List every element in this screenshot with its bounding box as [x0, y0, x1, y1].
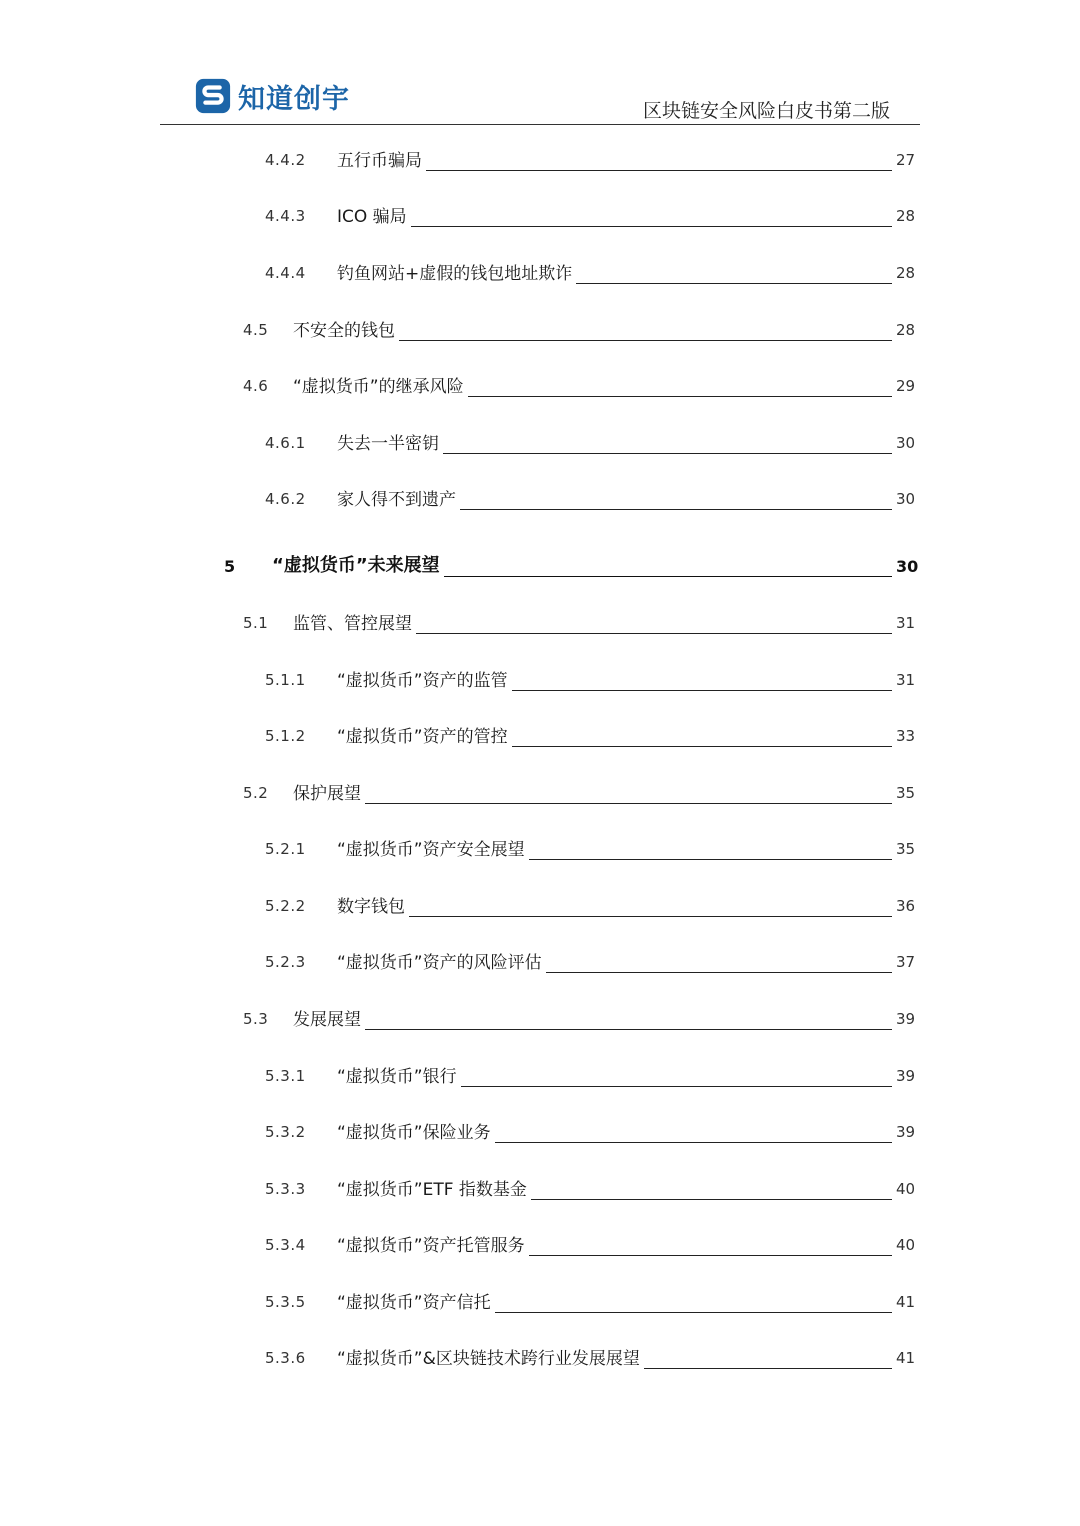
- toc-entry-number: 5.1.1: [265, 671, 306, 689]
- toc-entry-title: “虚拟货币”银行: [337, 1062, 461, 1091]
- toc-entry-page-number: 35: [896, 784, 916, 802]
- toc-entry-page-number: 28: [896, 264, 916, 282]
- toc-entry-page-number: 39: [896, 1010, 916, 1028]
- toc-leader-line: [576, 283, 892, 284]
- toc-entry-line: [337, 665, 892, 695]
- toc-entry-page-number: 28: [896, 321, 916, 339]
- toc-entry[interactable]: [0, 484, 1080, 514]
- toc-entry-number: 5.2.3: [265, 953, 306, 971]
- toc-entry-line: [337, 1117, 892, 1147]
- toc-entry-number: 5.3.3: [265, 1180, 306, 1198]
- toc-entry-title: 监管、管控展望: [293, 609, 416, 638]
- toc-leader-line: [443, 453, 892, 454]
- toc-entry-line: [337, 1287, 892, 1317]
- toc-leader-line: [399, 340, 892, 341]
- toc-entry-title: “虚拟货币”资产的风险评估: [337, 948, 546, 977]
- toc-entry[interactable]: [0, 1117, 1080, 1147]
- toc-entry-number: 5.2.1: [265, 840, 306, 858]
- toc-entry-page-number: 31: [896, 614, 916, 632]
- toc-entry-title: “虚拟货币”ETF 指数基金: [337, 1175, 531, 1204]
- toc-entry-number: 5.2.2: [265, 897, 306, 915]
- toc-entry-line: [337, 428, 892, 458]
- toc-entry[interactable]: [0, 428, 1080, 458]
- toc-entry-title: 钓鱼网站+虚假的钱包地址欺诈: [337, 259, 576, 288]
- toc-entry[interactable]: [0, 721, 1080, 751]
- toc-entry-line: [337, 1174, 892, 1204]
- toc-entry-line: [337, 1230, 892, 1260]
- toc-leader-line: [365, 803, 892, 804]
- toc-entry[interactable]: [0, 1230, 1080, 1260]
- toc-leader-line: [546, 972, 892, 973]
- toc-entry-page-number: 37: [896, 953, 916, 971]
- toc-entry[interactable]: [0, 947, 1080, 977]
- toc-entry-title: 发展展望: [293, 1005, 365, 1034]
- toc-entry-page-number: 35: [896, 840, 916, 858]
- toc-entry-line: [337, 258, 892, 288]
- toc-entry-number: 4.6.2: [265, 490, 306, 508]
- toc-entry-page-number: 40: [896, 1180, 916, 1198]
- toc-entry[interactable]: [0, 1287, 1080, 1317]
- toc-entry[interactable]: [0, 665, 1080, 695]
- toc-leader-line: [411, 226, 892, 227]
- toc-entry-page-number: 36: [896, 897, 916, 915]
- toc-entry-line: [337, 891, 892, 921]
- toc-entry-title: “虚拟货币”的继承风险: [293, 372, 468, 401]
- toc-leader-line: [529, 859, 892, 860]
- toc-entry-line: [337, 947, 892, 977]
- toc-leader-line: [426, 170, 892, 171]
- toc-entry-title: “虚拟货币”资产托管服务: [337, 1231, 529, 1260]
- toc-entry-number: 5.3.2: [265, 1123, 306, 1141]
- toc-entry-number: 4.6: [243, 377, 269, 395]
- toc-leader-line: [468, 396, 892, 397]
- toc-leader-line: [444, 576, 892, 577]
- toc-entry-page-number: 30: [896, 490, 916, 508]
- toc-entry-line: [337, 834, 892, 864]
- toc-entry-number: 5.3.4: [265, 1236, 306, 1254]
- toc-leader-line: [529, 1255, 892, 1256]
- toc-entry-title: “虚拟货币”未来展望: [272, 551, 444, 581]
- toc-entry[interactable]: [0, 891, 1080, 921]
- toc-entry-title: 失去一半密钥: [337, 429, 443, 458]
- toc-entry[interactable]: [0, 201, 1080, 231]
- toc-entry-number: 4.4.4: [265, 264, 306, 282]
- toc-entry[interactable]: [0, 1004, 1080, 1034]
- toc-entry-title: 保护展望: [293, 779, 365, 808]
- toc-entry-title: “虚拟货币”资产的管控: [337, 722, 512, 751]
- toc-entry-number: 4.4.3: [265, 207, 306, 225]
- toc-entry-number: 5.3: [243, 1010, 269, 1028]
- toc-entry-number: 4.5: [243, 321, 269, 339]
- toc-entry-number: 5.3.1: [265, 1067, 306, 1085]
- toc-leader-line: [365, 1029, 892, 1030]
- toc-entry-title: ICO 骗局: [337, 202, 411, 231]
- toc-entry-line: [337, 145, 892, 175]
- toc-entry[interactable]: [0, 258, 1080, 288]
- document-title: 区块链安全风险白皮书第二版: [642, 100, 890, 122]
- toc-entry[interactable]: [0, 608, 1080, 638]
- toc-entry-line: [337, 721, 892, 751]
- toc-leader-line: [461, 1086, 892, 1087]
- toc-entry[interactable]: [0, 371, 1080, 401]
- toc-leader-line: [409, 916, 892, 917]
- toc-entry-page-number: 31: [896, 671, 916, 689]
- toc-entry-title: “虚拟货币”资产的监管: [337, 666, 512, 695]
- toc-entry-page-number: 30: [896, 434, 916, 452]
- toc-entry-number: 4.6.1: [265, 434, 306, 452]
- toc-entry-page-number: 40: [896, 1236, 916, 1254]
- toc-entry-title: 不安全的钱包: [293, 316, 399, 345]
- toc-entry-number: 5.2: [243, 784, 269, 802]
- toc-leader-line: [460, 509, 892, 510]
- toc-entry-title: “虚拟货币”保险业务: [337, 1118, 495, 1147]
- toc-entry-page-number: 39: [896, 1123, 916, 1141]
- toc-entry-title: 五行币骗局: [337, 146, 426, 175]
- toc-entry[interactable]: [0, 551, 1080, 581]
- toc-entry-line: [293, 371, 892, 401]
- toc-entry-page-number: 30: [896, 557, 919, 576]
- toc-leader-line: [644, 1368, 892, 1369]
- toc-entry[interactable]: [0, 834, 1080, 864]
- toc-entry-line: [337, 1343, 892, 1373]
- toc-entry-line: [272, 551, 892, 581]
- toc-entry-line: [337, 201, 892, 231]
- toc-entry-line: [337, 1061, 892, 1091]
- toc-entry-number: 5.1.2: [265, 727, 306, 745]
- toc-entry-line: [293, 315, 892, 345]
- toc-entry-line: [293, 778, 892, 808]
- toc-entry-page-number: 28: [896, 207, 916, 225]
- toc-entry[interactable]: [0, 1061, 1080, 1091]
- toc-entry[interactable]: [0, 1343, 1080, 1373]
- toc-entry-number: 4.4.2: [265, 151, 306, 169]
- toc-entry-title: “虚拟货币”&区块链技术跨行业发展展望: [337, 1344, 644, 1373]
- toc-entry[interactable]: [0, 145, 1080, 175]
- toc-entry-page-number: 27: [896, 151, 916, 169]
- toc-entry-page-number: 33: [896, 727, 916, 745]
- toc-leader-line: [416, 633, 892, 634]
- toc-entry-title: “虚拟货币”资产信托: [337, 1288, 495, 1317]
- toc-entry-page-number: 41: [896, 1293, 916, 1311]
- toc-entry-title: “虚拟货币”资产安全展望: [337, 835, 529, 864]
- toc-leader-line: [495, 1142, 892, 1143]
- toc-entry-page-number: 39: [896, 1067, 916, 1085]
- toc-entry-line: [293, 608, 892, 638]
- toc-leader-line: [531, 1199, 892, 1200]
- toc-entry-number: 5.3.6: [265, 1349, 306, 1367]
- toc-leader-line: [512, 690, 892, 691]
- toc-leader-line: [512, 746, 892, 747]
- toc-entry-page-number: 29: [896, 377, 916, 395]
- toc-entry[interactable]: [0, 778, 1080, 808]
- toc-leader-line: [495, 1312, 892, 1313]
- toc-entry-title: 家人得不到遗产: [337, 485, 460, 514]
- logo-text: 知道创宇: [238, 83, 350, 115]
- toc-entry-title: 数字钱包: [337, 892, 409, 921]
- toc-entry-line: [337, 484, 892, 514]
- toc-entry-number: 5.3.5: [265, 1293, 306, 1311]
- toc-entry-number: 5.1: [243, 614, 269, 632]
- toc-entry-number: 5: [224, 557, 236, 576]
- toc-entry[interactable]: [0, 1174, 1080, 1204]
- toc-entry-line: [293, 1004, 892, 1034]
- toc-entry[interactable]: [0, 315, 1080, 345]
- toc-entry-page-number: 41: [896, 1349, 916, 1367]
